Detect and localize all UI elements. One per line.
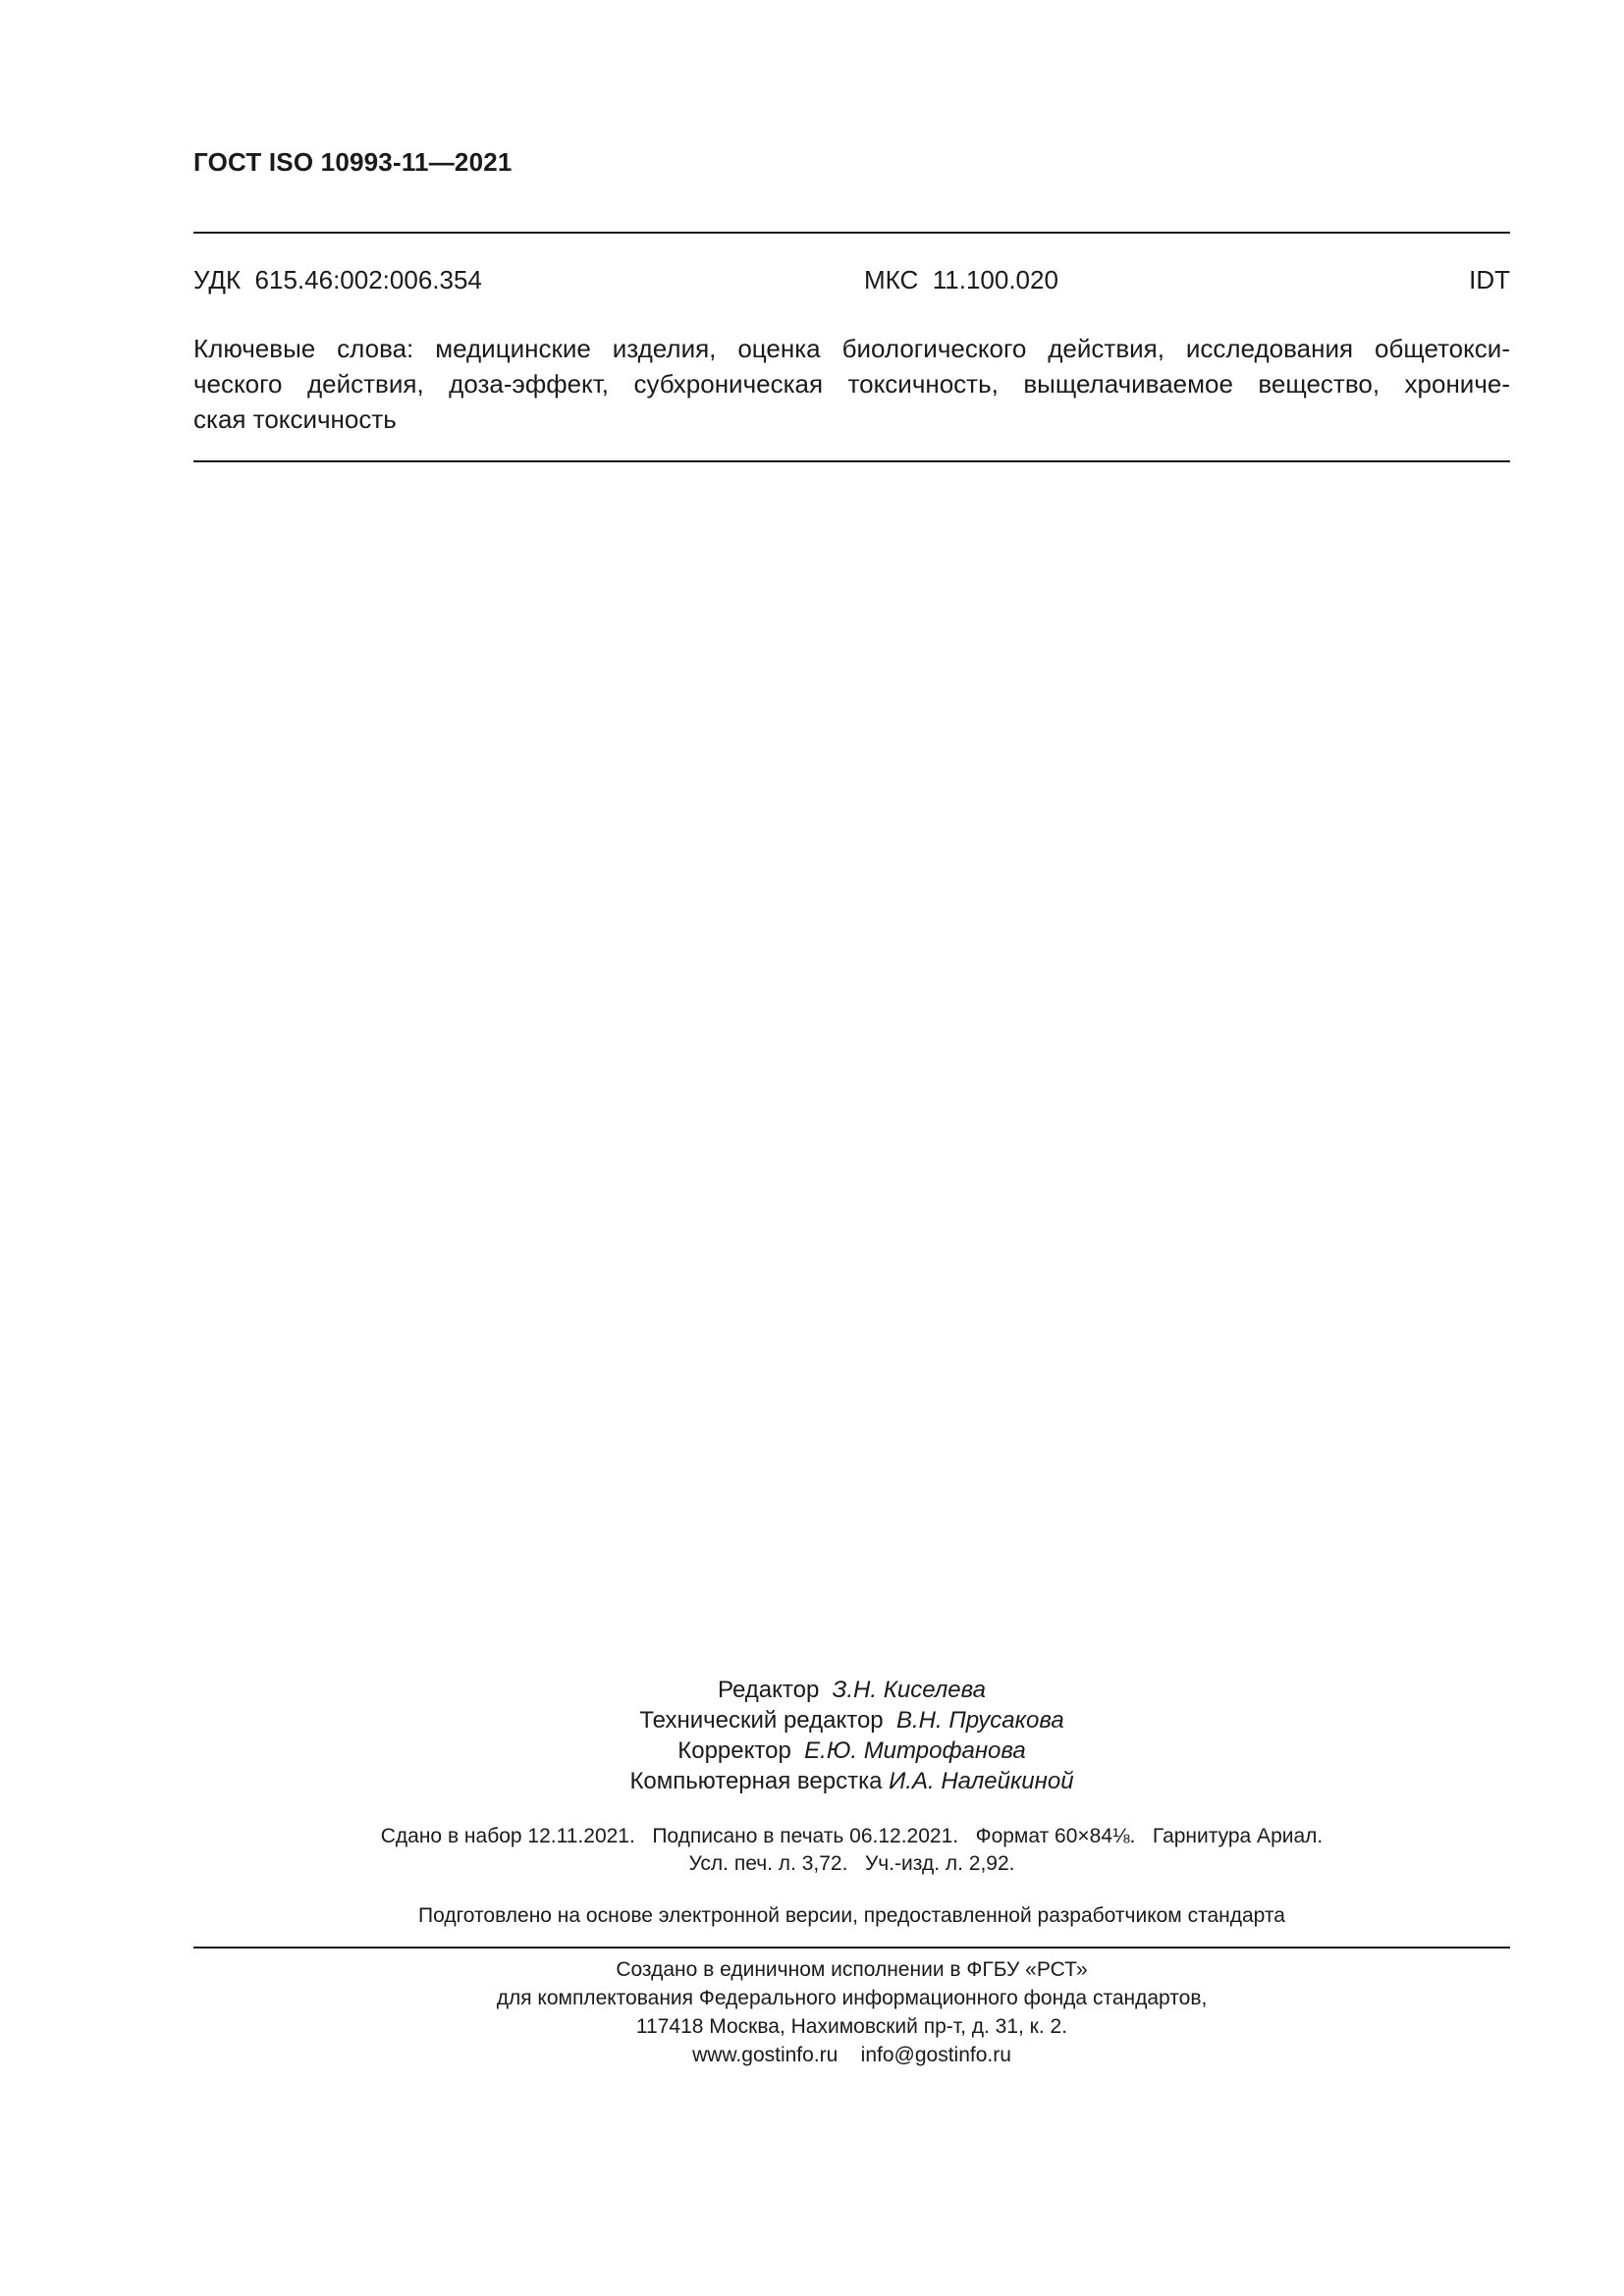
prepared-note: Подготовлено на основе электронной версии, предоставленной разработчиком стандарта	[418, 1904, 1285, 1927]
idt-mark: IDT	[1469, 265, 1510, 294]
publisher-line: Создано в единичном исполнении в ФГБУ «РСТ»	[616, 1958, 1088, 1981]
publisher-block	[193, 1955, 1510, 2069]
keywords-line: ческого действия, доза-эффект, субхроническая токсичность, выщелачиваемое вещество, хрониче-	[193, 369, 1510, 399]
credit-layout	[193, 1766, 1510, 1796]
keywords-line: Ключевые слова: медицинские изделия, оценка биологического действия, исследования общетокси-	[193, 334, 1510, 363]
credit-name: З.Н. Киселева	[832, 1677, 986, 1703]
credit-label: Корректор	[677, 1737, 791, 1764]
credit-label: Компьютерная верстка	[629, 1768, 883, 1794]
credit-label: Технический редактор	[639, 1707, 884, 1734]
classification-row	[193, 265, 1510, 298]
print-info-block	[193, 1823, 1510, 1878]
divider-bottom	[193, 1947, 1510, 1949]
credit-name: Е.Ю. Митрофанова	[804, 1737, 1026, 1764]
mks-code: МКС 11.100.020	[864, 265, 1058, 294]
publisher-line: для комплектования Федерального информационного фонда стандартов,	[496, 1987, 1208, 2009]
divider-top	[193, 232, 1510, 234]
credit-proofreader	[193, 1735, 1510, 1766]
credit-name: В.Н. Прусакова	[896, 1707, 1064, 1734]
udk-code: УДК 615.46:002:006.354	[193, 265, 482, 294]
publisher-line: 117418 Москва, Нахимовский пр-т, д. 31, к. 2.	[635, 2015, 1068, 2038]
publisher-contacts: www.gostinfo.ru info@gostinfo.ru	[692, 2044, 1011, 2066]
print-info-line: Усл. печ. л. 3,72. Уч.-изд. л. 2,92.	[688, 1852, 1015, 1875]
credits-block	[193, 1675, 1510, 1796]
credit-name: И.А. Налейкиной	[889, 1768, 1074, 1794]
document-id-header: ГОСТ ISO 10993-11—2021	[193, 147, 513, 177]
print-info-line: Сдано в набор 12.11.2021. Подписано в печать 06.12.2021. Формат 60×84⅛. Гарнитура Ариал.	[380, 1825, 1324, 1847]
divider-keywords	[193, 460, 1510, 462]
credit-editor	[193, 1675, 1510, 1705]
keywords-block	[193, 331, 1510, 437]
credit-label: Редактор	[718, 1677, 820, 1703]
credit-tech-editor	[193, 1705, 1510, 1735]
keywords-line: ская токсичность	[193, 404, 397, 434]
